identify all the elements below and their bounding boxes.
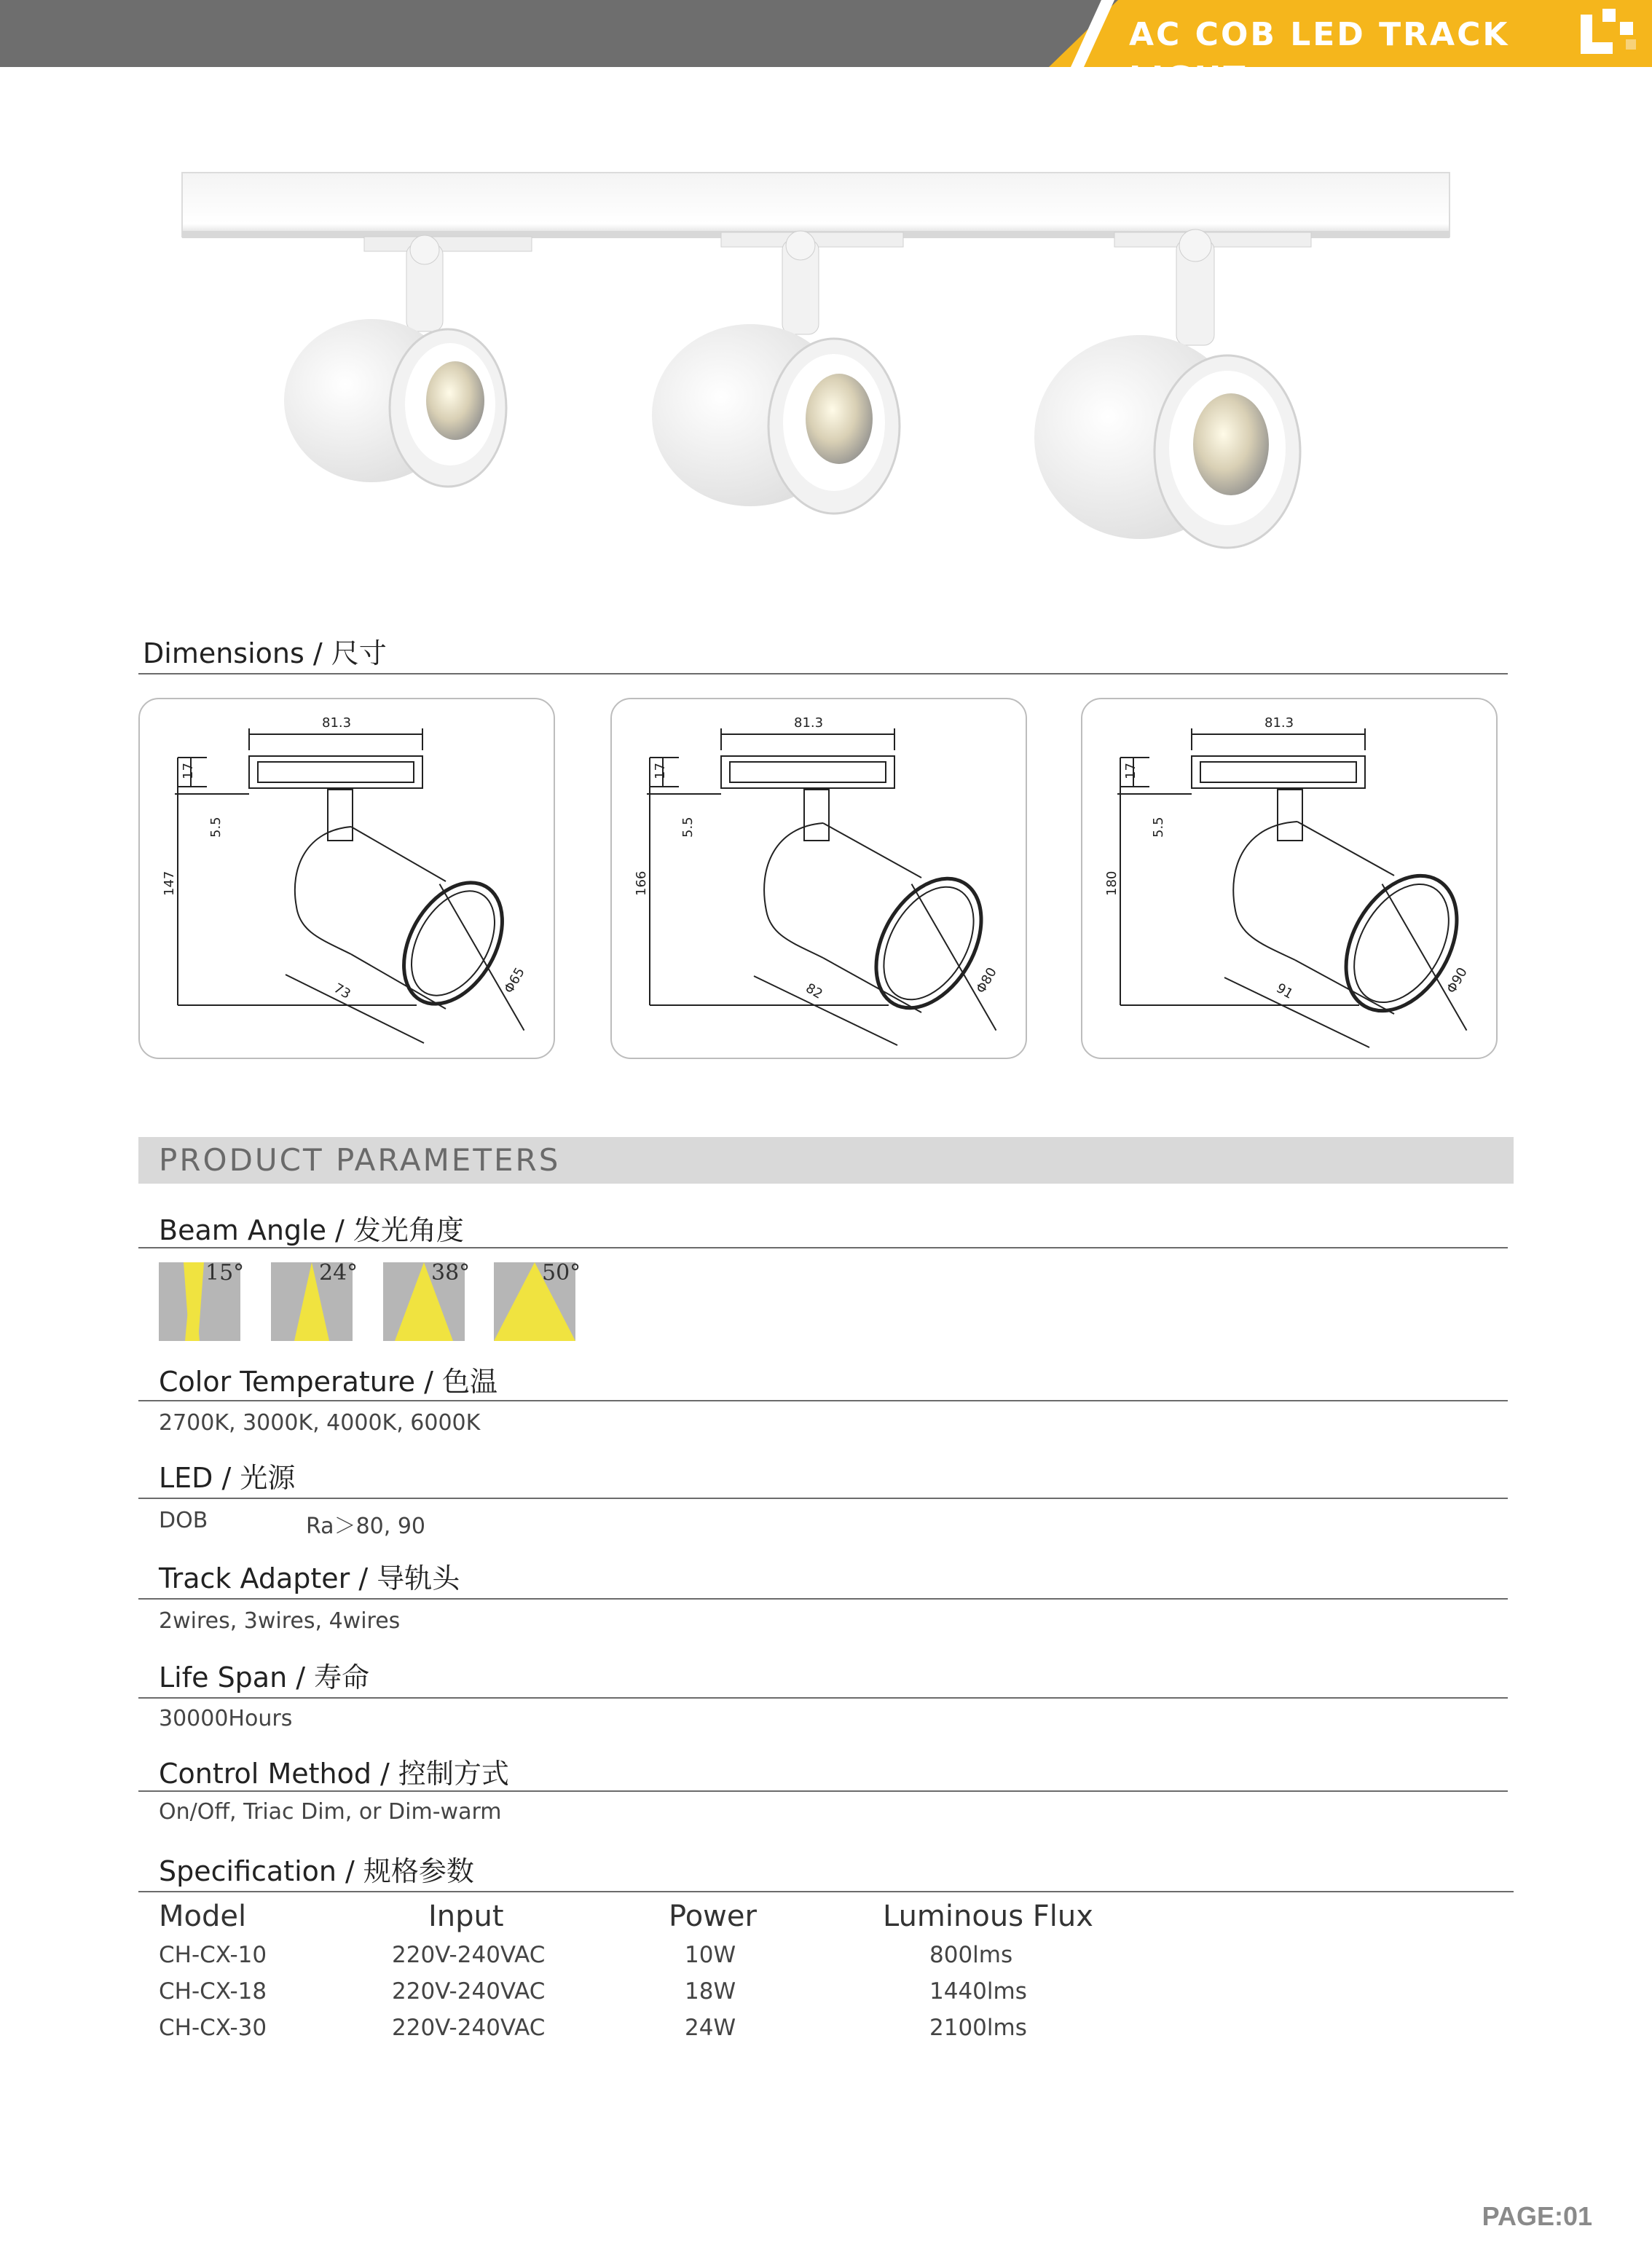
spec-header-flux: Luminous Flux (883, 1900, 1093, 1933)
spec-cell-model: CH-CX-18 (159, 1978, 267, 2005)
spec-cell-input: 220V-240VAC (392, 2015, 546, 2041)
beam-50-label: 50° (542, 1260, 581, 1286)
dim-diameter-label-1: Φ65 (501, 964, 528, 996)
track-spot-large (1034, 229, 1311, 548)
dim-height-label-3: 180 (1104, 870, 1120, 896)
dim-length-label-1: 73 (331, 980, 353, 1002)
specification-rule (138, 1891, 1514, 1892)
track-spot-medium (652, 231, 903, 514)
dim-diameter-label-3: Φ90 (1444, 964, 1471, 996)
dimension-drawing-3 (1082, 699, 1496, 1058)
dimensions-rule (138, 673, 1508, 674)
led-ra-value: Ra＞80, 90 (306, 1514, 425, 1539)
spec-cell-input: 220V-240VAC (392, 1978, 546, 2005)
led-type-value: DOB (159, 1508, 208, 1533)
beam-24-label: 24° (319, 1260, 358, 1286)
dim-diameter-label-2: Φ80 (973, 964, 1000, 996)
track-adapter-title: Track Adapter / 导轨头 (159, 1562, 460, 1594)
beam-15-label: 15° (205, 1260, 245, 1286)
spec-cell-power: 18W (685, 1978, 736, 2005)
dim-length-label-3: 91 (1273, 980, 1296, 1002)
spec-cell-power: 10W (685, 1942, 736, 1968)
header-bar (0, 0, 1122, 67)
product-photo (175, 164, 1486, 601)
spec-header-model: Model (159, 1900, 247, 1933)
dim-width-label-3: 81.3 (1264, 715, 1294, 731)
track-spot-small (284, 235, 532, 487)
header-title: AC COB LED TRACK LIGHT (1129, 16, 1510, 97)
dimension-panel-2 (610, 698, 1027, 1059)
control-method-value: On/Off, Triac Dim, or Dim-warm (159, 1799, 502, 1825)
dim-adapter-label-2: 17 (653, 763, 668, 779)
life-span-rule (138, 1697, 1508, 1699)
dim-adapter-label-3: 17 (1123, 763, 1138, 779)
dim-gap-label-3: 5.5 (1151, 817, 1166, 838)
spec-cell-input: 220V-240VAC (392, 1942, 546, 1968)
page-number: PAGE:01 (1482, 2201, 1592, 2231)
control-method-title: Control Method / 控制方式 (159, 1758, 509, 1790)
life-span-value: 30000Hours (159, 1706, 293, 1731)
track-adapter-rule (138, 1598, 1508, 1600)
logo-icon (1581, 9, 1646, 60)
color-temp-rule (138, 1400, 1508, 1401)
dimensions-title: Dimensions / 尺寸 (143, 637, 387, 669)
led-title: LED / 光源 (159, 1462, 296, 1494)
specification-title: Specification / 规格参数 (159, 1855, 474, 1887)
dim-width-label-1: 81.3 (322, 715, 352, 731)
dimension-drawing-2 (612, 699, 1026, 1058)
dim-height-label-2: 166 (634, 870, 649, 896)
dim-length-label-2: 82 (803, 980, 825, 1002)
spec-header-power: Power (669, 1900, 757, 1933)
parameters-title: PRODUCT PARAMETERS (159, 1142, 561, 1178)
spec-cell-flux: 800lms (929, 1942, 1013, 1968)
spec-header-input: Input (428, 1900, 504, 1933)
control-method-rule (138, 1790, 1508, 1792)
spec-cell-flux: 1440lms (929, 1978, 1027, 2005)
spec-cell-flux: 2100lms (929, 2015, 1027, 2041)
track-adapter-value: 2wires, 3wires, 4wires (159, 1608, 401, 1634)
beam-angle-title: Beam Angle / 发光角度 (159, 1214, 464, 1246)
dim-gap-label-2: 5.5 (680, 817, 696, 838)
dimension-drawing-1 (140, 699, 554, 1058)
dim-adapter-label-1: 17 (181, 763, 196, 779)
spec-cell-model: CH-CX-10 (159, 1942, 267, 1968)
beam-38-label: 38° (431, 1260, 471, 1286)
dimension-panel-1 (138, 698, 555, 1059)
dim-height-label-1: 147 (162, 870, 177, 896)
spec-cell-model: CH-CX-30 (159, 2015, 267, 2041)
beam-angle-rule (138, 1247, 1508, 1248)
dim-width-label-2: 81.3 (794, 715, 824, 731)
life-span-title: Life Span / 寿命 (159, 1661, 370, 1694)
color-temp-value: 2700K, 3000K, 4000K, 6000K (159, 1410, 481, 1436)
dim-gap-label-1: 5.5 (208, 817, 224, 838)
spec-cell-power: 24W (685, 2015, 736, 2041)
color-temp-title: Color Temperature / 色温 (159, 1366, 497, 1398)
dimension-panel-3 (1081, 698, 1498, 1059)
led-rule (138, 1498, 1508, 1499)
